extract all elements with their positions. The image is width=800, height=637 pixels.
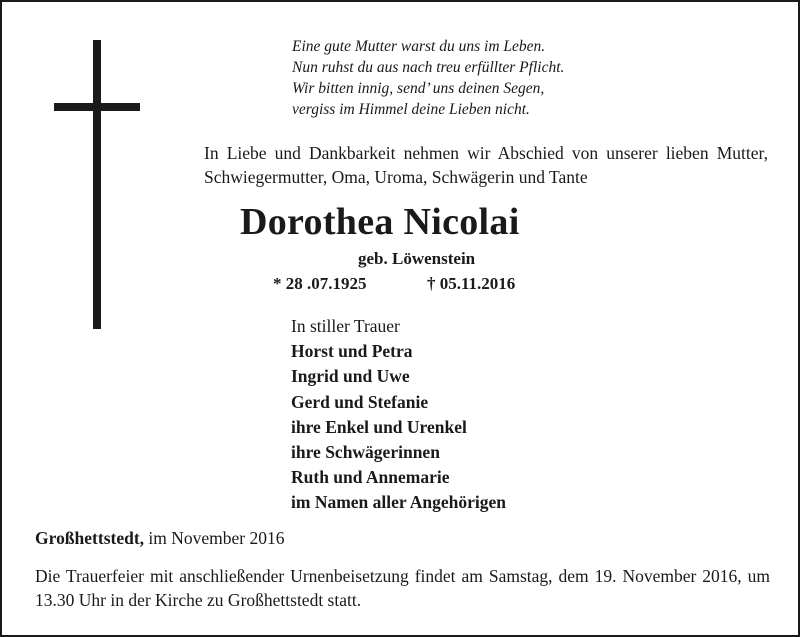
cross-vertical-bar — [93, 40, 101, 329]
mourners-list — [291, 314, 506, 516]
poem — [292, 36, 564, 120]
service-info: Die Trauerfeier mit anschließender Urnenbeisetzung findet am Samstag, dem 19. November 2016, um 13.30 Uhr in der Kirche zu Großhettstedt statt. — [35, 566, 770, 610]
deceased-name: Dorothea Nicolai — [240, 201, 520, 243]
mourners-lead: In stiller Trauer — [291, 316, 400, 336]
intro-text: In Liebe und Dankbarkeit nehmen wir Abschied von unserer lieben Mutter, Schwiegermutter, Oma, Uroma, Schwägerin und Tante — [204, 143, 768, 187]
mourner-entry: Gerd und Stefanie — [291, 391, 429, 412]
place-date: im November 2016 — [144, 528, 285, 548]
poem-line: Eine gute Mutter warst du uns im Leben. — [292, 38, 546, 55]
birth-name: geb. Löwenstein — [358, 249, 476, 268]
place-and-date — [35, 526, 285, 550]
death-date: † 05.11.2016 — [427, 274, 516, 293]
place-city: Großhettstedt, — [35, 528, 145, 548]
mourner-entry: ihre Enkel und Urenkel — [291, 416, 467, 437]
mourner-entry: Ruth und Annemarie — [291, 467, 450, 488]
mourner-entry: im Namen aller Angehörigen — [291, 492, 507, 513]
mourner-entry: Horst und Petra — [291, 341, 413, 362]
poem-line: Wir bitten innig, send’ uns deinen Segen, — [292, 80, 545, 97]
poem-line: Nun ruhst du aus nach treu erfüllter Pflicht. — [292, 59, 565, 76]
mourner-entry: Ingrid und Uwe — [291, 366, 410, 387]
mourner-entry: ihre Schwägerinnen — [291, 442, 440, 463]
poem-line: vergiss im Himmel deine Lieben nicht. — [292, 101, 530, 118]
birth-date: * 28 .07.1925 — [273, 274, 367, 293]
cross-horizontal-bar — [54, 103, 140, 111]
